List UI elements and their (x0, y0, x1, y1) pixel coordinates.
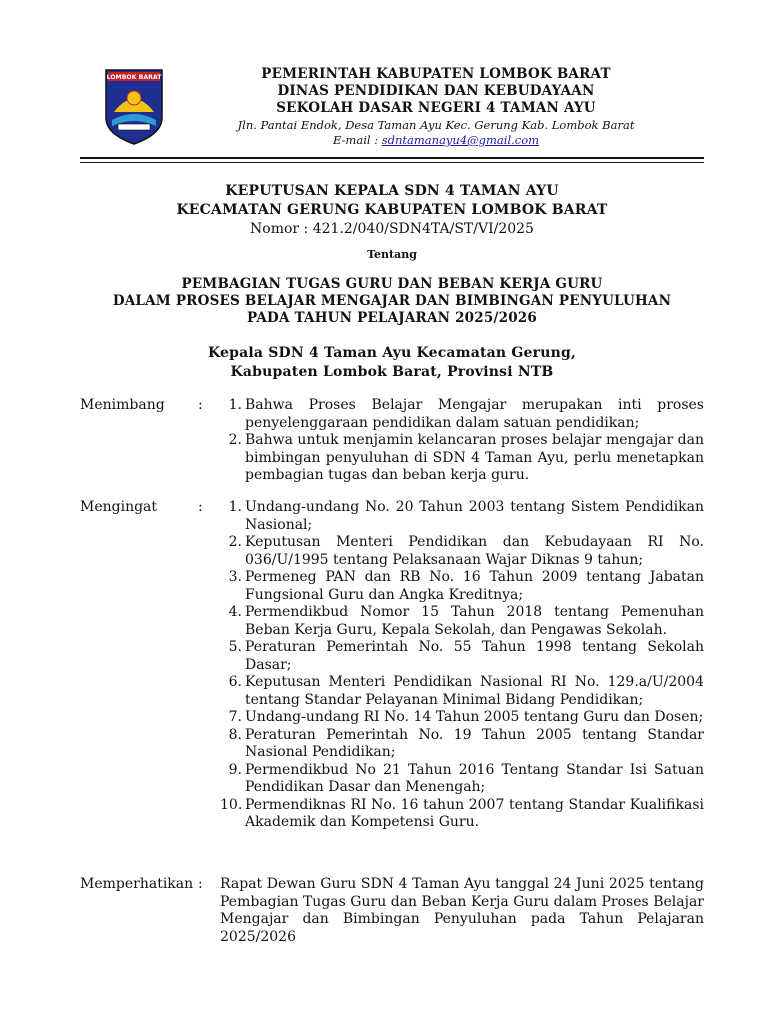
list-item-text: Bahwa untuk menjamin kelancaran proses belajar mengajar dan bimbingan penyuluhan di SDN 4 Taman Ayu, perlu menetapkan pembagian tugas dan beban kerja guru. (245, 432, 704, 483)
letterhead-rule-thick (80, 157, 704, 159)
list-item (220, 534, 704, 569)
list-item-text: Undang-undang RI No. 14 Tahun 2005 tentang Guru dan Dosen; (245, 709, 704, 725)
email-link[interactable]: sdntamanayu4@gmail.com (381, 133, 540, 147)
list-item-number: 1. (228, 499, 242, 515)
mengingat-colon: : (198, 499, 203, 515)
list-item-text: Peraturan Pemerintah No. 19 Tahun 2005 tentang Standar Nasional Pendidikan; (245, 726, 704, 760)
menimbang-list (220, 397, 704, 485)
list-item (220, 499, 704, 534)
letterhead (186, 66, 686, 148)
list-item-number: 8. (228, 726, 242, 743)
logo-caption: LOMBOK BARAT (106, 74, 162, 81)
decree-subject (80, 276, 704, 327)
decree-subject-line-2: DALAM PROSES BELAJAR MENGAJAR DAN BIMBINGAN PENYULUHAN (112, 293, 672, 309)
list-item (220, 762, 704, 797)
memperhatikan-text: Rapat Dewan Guru SDN 4 Taman Ayu tanggal 24 Juni 2025 tentang Pembagian Tugas Guru dan Beban Kerja Guru dalam Proses Belajar Mengajar dan Bimbingan Penyuluhan pada Tahun Pelajaran 2025/2026 (220, 876, 704, 945)
list-item (220, 727, 704, 762)
list-item-number: 7. (228, 709, 242, 725)
list-item-text: Permendikbud Nomor 15 Tahun 2018 tentang Pemenuhan Beban Kerja Guru, Kepala Sekolah, dan Pengawas Sekolah. (245, 604, 704, 638)
list-item-text: Permeneg PAN dan RB No. 16 Tahun 2009 tentang Jabatan Fungsional Guru dan Angka Kreditnya; (245, 569, 704, 603)
list-item-text: Permendikbud No 21 Tahun 2016 Tentang Standar Isi Satuan Pendidikan Dasar dan Menengah; (245, 761, 704, 795)
email-label: E-mail : (332, 133, 379, 147)
memperhatikan-colon: : (198, 876, 203, 892)
letterhead-line-3: SEKOLAH DASAR NEGERI 4 TAMAN AYU (276, 100, 596, 116)
list-item-text: Permendiknas RI No. 16 tahun 2007 tentang Standar Kualifikasi Akademik dan Kompetensi Guru. (245, 796, 704, 830)
menimbang-colon: : (198, 397, 203, 413)
letterhead-address: Jln. Pantai Endok, Desa Taman Ayu Kec. Gerung Kab. Lombok Barat (237, 118, 635, 132)
list-item-text: Peraturan Pemerintah No. 55 Tahun 1998 tentang Sekolah Dasar; (245, 639, 704, 673)
letterhead-email-line (186, 133, 686, 148)
list-item (220, 709, 704, 727)
list-item-number: 2. (228, 432, 242, 448)
mengingat-label: Mengingat (80, 499, 158, 515)
decree-title-line-2: KECAMATAN GERUNG KABUPATEN LOMBOK BARAT (176, 202, 608, 218)
list-item-number: 9. (228, 761, 242, 778)
list-item-number: 10. (220, 796, 243, 813)
list-item-number: 2. (228, 534, 242, 550)
list-item-number: 3. (228, 569, 242, 585)
list-item (220, 432, 704, 485)
list-item (220, 674, 704, 709)
list-item-number: 4. (228, 604, 242, 620)
list-item-number: 5. (228, 639, 242, 655)
decree-title-line-1: KEPUTUSAN KEPALA SDN 4 TAMAN AYU (225, 183, 559, 199)
list-item-text: Bahwa Proses Belajar Mengajar merupakan inti proses penyelenggaraan pendidikan dalam satuan pendidikan; (245, 397, 704, 431)
list-item-text: Keputusan Menteri Pendidikan dan Kebudayaan RI No. 036/U/1995 tentang Pelaksanaan Wajar Diknas 9 tahun; (245, 534, 704, 568)
decree-title (80, 182, 704, 239)
list-item (220, 797, 704, 832)
decree-subject-line-3: PADA TAHUN PELAJARAN 2025/2026 (247, 310, 537, 326)
decree-tentang: Tentang (367, 248, 417, 261)
menimbang-label: Menimbang (80, 397, 165, 413)
list-item (220, 604, 704, 639)
memperhatikan-label: Memperhatikan (80, 876, 194, 892)
issuing-official-line-1: Kepala SDN 4 Taman Ayu Kecamatan Gerung, (207, 345, 577, 361)
issuing-official (80, 344, 704, 382)
list-item (220, 397, 704, 432)
regency-emblem-logo (104, 68, 164, 146)
list-item-text: Undang-undang No. 20 Tahun 2003 tentang Sistem Pendidikan Nasional; (245, 499, 704, 533)
list-item-number: 1. (228, 397, 242, 413)
letterhead-line-1: PEMERINTAH KABUPATEN LOMBOK BARAT (261, 66, 611, 82)
decree-subject-line-1: PEMBAGIAN TUGAS GURU DAN BEBAN KERJA GURU (181, 276, 603, 292)
mengingat-list (220, 499, 704, 832)
list-item (220, 639, 704, 674)
list-item (220, 569, 704, 604)
list-item-text: Keputusan Menteri Pendidikan Nasional RI No. 129.a/U/2004 tentang Standar Pelayanan Minimal Bidang Pendidikan; (245, 674, 704, 708)
letterhead-line-2: DINAS PENDIDIKAN DAN KEBUDAYAAN (277, 83, 595, 99)
decree-number: Nomor : 421.2/040/SDN4TA/ST/VI/2025 (250, 221, 534, 237)
letterhead-rule-thin (80, 162, 704, 163)
list-item-number: 6. (228, 674, 242, 690)
issuing-official-line-2: Kabupaten Lombok Barat, Provinsi NTB (230, 364, 554, 380)
